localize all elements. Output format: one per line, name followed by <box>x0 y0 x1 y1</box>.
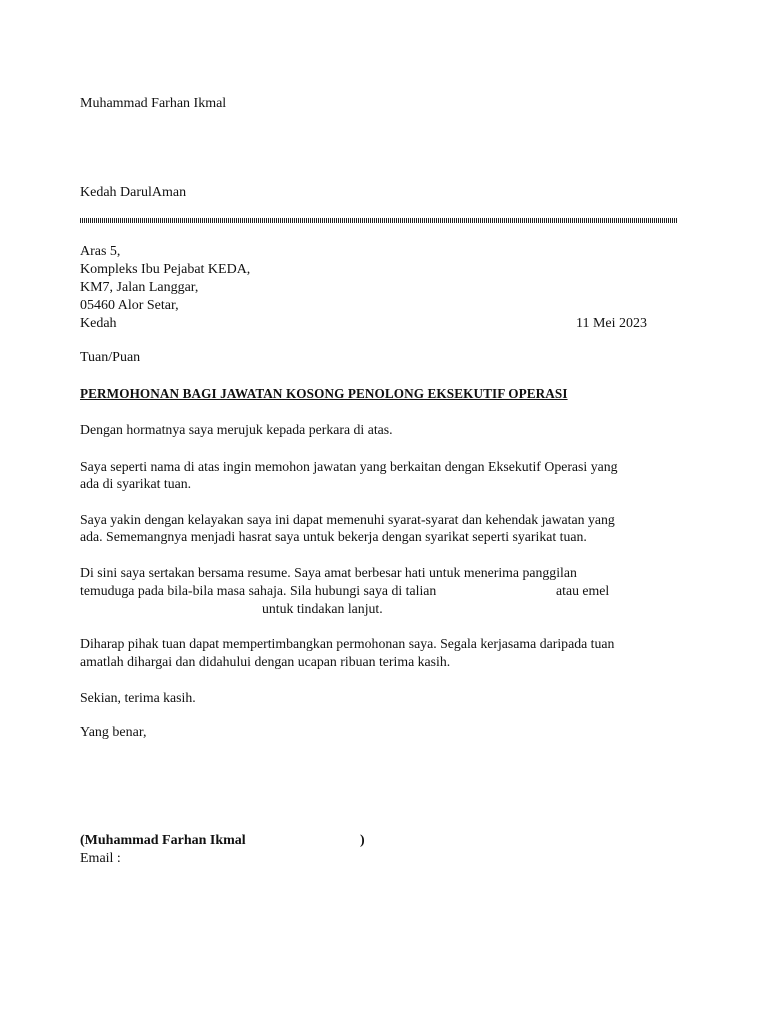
body-paragraph-4-line-2b: atau emel <box>556 583 610 598</box>
letter-subject: PERMOHONAN BAGI JAWATAN KOSONG PENOLONG EKSEKUTIF OPERASI <box>80 386 568 401</box>
signature-email-label: Email : <box>80 851 121 866</box>
body-paragraph-4-line-3: untuk tindakan lanjut. <box>262 601 383 616</box>
sender-state: Kedah DarulAman <box>80 185 187 200</box>
body-paragraph-4-line-1: Di sini saya sertakan bersama resume. Saya amat berbesar hati untuk menerima panggilan <box>80 565 577 580</box>
body-paragraph-3-line-1: Saya yakin dengan kelayakan saya ini dapat memenuhi syarat-syarat dan kehendak jawatan yang <box>80 512 615 527</box>
body-paragraph-5-line-2: amatlah dihargai dan didahului dengan ucapan ribuan terima kasih. <box>80 654 451 669</box>
address-line-3: KM7, Jalan Langgar, <box>80 280 199 295</box>
body-paragraph-2-line-1: Saya seperti nama di atas ingin memohon jawatan yang berkaitan dengan Eksekutif Operasi yang <box>80 459 618 474</box>
body-paragraph-1: Dengan hormatnya saya merujuk kepada perkara di atas. <box>80 422 393 437</box>
address-line-4: 05460 Alor Setar, <box>80 298 179 313</box>
sender-name: Muhammad Farhan Ikmal <box>80 96 227 111</box>
address-line-5: Kedah <box>80 316 117 331</box>
body-paragraph-6: Sekian, terima kasih. <box>80 690 196 705</box>
salutation: Tuan/Puan <box>80 350 141 365</box>
body-paragraph-2-line-2: ada di syarikat tuan. <box>80 476 192 491</box>
closing: Yang benar, <box>80 725 147 740</box>
signature-name: (Muhammad Farhan Ikmal <box>80 833 246 848</box>
body-paragraph-4-line-2a: temuduga pada bila-bila masa sahaja. Sila hubungi saya di talian <box>80 583 437 598</box>
address-line-1: Aras 5, <box>80 244 121 259</box>
header-divider <box>80 218 678 223</box>
letter-date: 11 Mei 2023 <box>576 316 648 331</box>
body-paragraph-5-line-1: Diharap pihak tuan dapat mempertimbangkan permohonan saya. Segala kerjasama daripada tuan <box>80 636 615 651</box>
body-paragraph-3-line-2: ada. Sememangnya menjadi hasrat saya untuk bekerja dengan syarikat seperti syarikat tuan. <box>80 529 587 544</box>
address-line-2: Kompleks Ibu Pejabat KEDA, <box>80 262 251 277</box>
signature-close-paren: ) <box>360 833 365 848</box>
